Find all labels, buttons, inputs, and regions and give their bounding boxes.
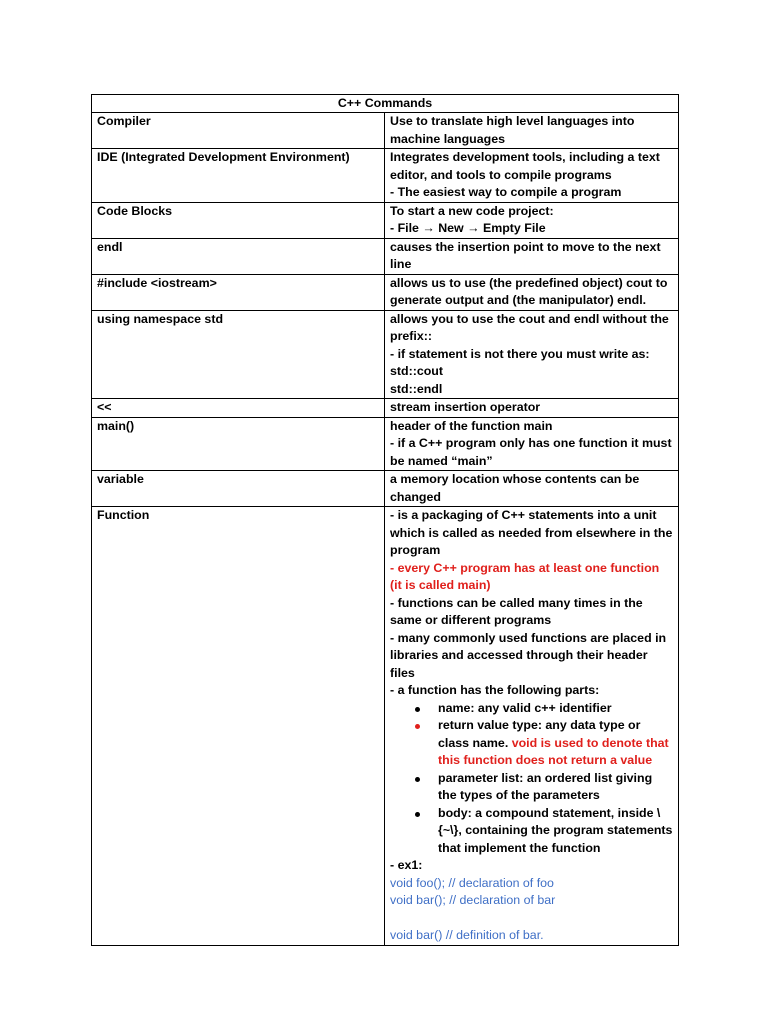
description-line: allows us to use (the predefined object) cout to generate output and (the manipulator) endl. <box>390 275 668 307</box>
description-line: allows you to use the cout and endl without the prefix:: <box>390 311 669 343</box>
description-line: - functions can be called many times in the same or different programs <box>390 595 643 627</box>
code-line: void bar() // definition of bar. <box>390 928 544 942</box>
description-line: std::endl <box>390 381 443 396</box>
term-cell: IDE (Integrated Development Environment) <box>92 149 385 203</box>
table-title-row <box>92 95 679 113</box>
term-cell: using namespace std <box>92 310 385 399</box>
bullet-icon <box>415 724 420 729</box>
description-line: - a function has the following parts: <box>390 683 600 697</box>
description-cell <box>385 202 679 238</box>
bullet-icon <box>415 777 420 782</box>
description-cell <box>385 310 679 399</box>
code-line: void foo(); // declaration of foo <box>390 875 554 890</box>
description-cell <box>385 507 679 946</box>
function-parts-list <box>390 700 673 858</box>
term-cell: Function <box>92 507 385 946</box>
list-item <box>390 770 673 805</box>
list-item-text: return value type: any data type or class name. <box>438 718 641 750</box>
description-line: - The easiest way to compile a program <box>390 185 622 199</box>
table-row <box>92 274 679 310</box>
commands-table <box>91 94 679 946</box>
term-cell: Code Blocks <box>92 202 385 238</box>
table-row-function <box>92 507 679 946</box>
description-cell <box>385 238 679 274</box>
bullet-icon <box>415 707 420 712</box>
table-row <box>92 471 679 507</box>
list-item-text: parameter list: an ordered list giving the types of the parameters <box>438 770 653 802</box>
description-line: header of the function main <box>390 418 553 433</box>
description-line: - many commonly used functions are placed in libraries and accessed through their header files <box>390 630 667 680</box>
table-row <box>92 202 679 238</box>
table-row <box>92 113 679 149</box>
highlight-line: - every C++ program has at least one function (it is called main) <box>390 560 660 592</box>
description-cell <box>385 471 679 507</box>
description-line: - if statement is not there you must write as: <box>390 346 650 361</box>
list-item-highlight: void is used to denote that this function does not return a value <box>438 735 669 767</box>
table-title: C++ Commands <box>92 95 679 113</box>
list-item <box>390 805 673 858</box>
description-cell <box>385 113 679 149</box>
description-line: To start a new code project: <box>390 203 554 218</box>
term-cell: #include <iostream> <box>92 274 385 310</box>
description-line: - if a C++ program only has one function it must be named “main” <box>390 436 672 468</box>
list-item <box>390 700 673 718</box>
table-row <box>92 399 679 418</box>
description-line: - is a packaging of C++ statements into a unit which is called as needed from elsewhere in the program <box>390 508 673 557</box>
description-line: - File → New → Empty File <box>390 221 546 235</box>
list-item-text: name: any valid c++ identifier <box>438 700 612 715</box>
table-row <box>92 310 679 399</box>
description-line: a memory location whose contents can be changed <box>390 472 640 504</box>
bullet-icon <box>415 812 420 817</box>
description-line: Integrates development tools, including a text editor, and tools to compile programs <box>390 150 660 182</box>
description-cell <box>385 274 679 310</box>
list-item-text: body: a compound statement, inside \ {~\}, containing the program statements that implement the function <box>438 805 673 855</box>
description-line: stream insertion operator <box>390 400 541 414</box>
description-cell <box>385 417 679 471</box>
term-cell: main() <box>92 417 385 471</box>
term-cell: << <box>92 399 385 418</box>
term-cell: variable <box>92 471 385 507</box>
description-line: std::cout <box>390 364 443 378</box>
description-line: causes the insertion point to move to the next line <box>390 239 661 271</box>
table-row <box>92 149 679 203</box>
example-label: - ex1: <box>390 858 423 872</box>
description-cell <box>385 149 679 203</box>
table-row <box>92 238 679 274</box>
table-row <box>92 417 679 471</box>
blank-line <box>390 910 673 928</box>
description-cell <box>385 399 679 418</box>
description-line: Use to translate high level languages into machine languages <box>390 114 635 146</box>
code-line: void bar(); // declaration of bar <box>390 893 556 907</box>
term-cell: Compiler <box>92 113 385 149</box>
term-cell: endl <box>92 238 385 274</box>
list-item <box>390 717 673 770</box>
